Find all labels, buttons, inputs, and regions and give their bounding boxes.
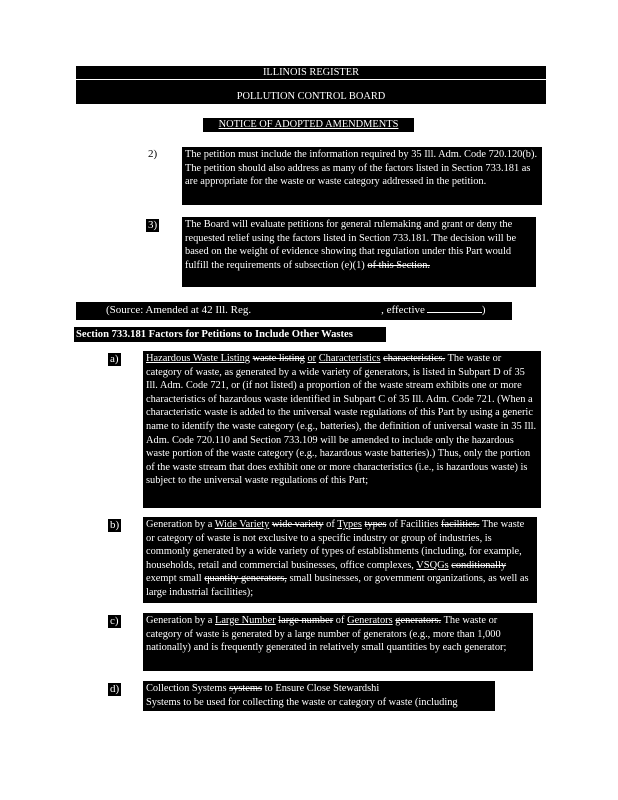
item-c-head-5: Generators — [347, 615, 393, 626]
item-b-head-5: Types — [337, 519, 362, 530]
item-c-label: c) — [110, 615, 119, 627]
item-c-head-2: Large Number — [214, 615, 276, 626]
item-c-body: The waste or category of waste is generated by a large number of generators (e.g., more than 1,000 nationally) and is frequently generated in relatively small quantities by each generator; — [146, 615, 507, 654]
item-b-label: b) — [110, 519, 120, 531]
item-b-head-2: Wide Variety — [214, 519, 270, 530]
item-b-head-1: Generation by a — [146, 519, 213, 530]
item-a-label: a) — [110, 353, 119, 365]
item-b-struck-1: conditionally — [451, 559, 507, 571]
item-b-head-6: types — [364, 519, 387, 530]
item-c-text — [143, 613, 533, 671]
item-a-head-2: waste listing — [252, 353, 305, 364]
item-c-head-4: of — [335, 615, 345, 626]
item-2-text: The petition must include the information required by 35 Ill. Adm. Code 720.120(b). The petition should also address as many of the factors listed in Section 733.181 as are appropriate for the waste or waste category addressed in the petition. — [182, 147, 542, 205]
item-b-struck-2: quantity generators, — [204, 573, 287, 585]
item-d-head-3: to Ensure Close Stewardshi — [264, 683, 380, 694]
board-header — [76, 80, 546, 104]
item-a-body: The waste or category of waste, as generated by a wide variety of generators, is listed in Subpart D of 35 Ill. Adm. Code 721, or (if not listed) a proportion of the waste stream exhibits one or more characteristics of hazardous waste identified in Subpart C of 35 Ill. Adm. Code 721. (When a characteristic waste is added to the universal waste regulations of this Part by using a generic name to identify the waste category (e.g., batteries), the definition of universal waste in 35 Ill. Adm. Code 720.110 and Section 733.109 will be amended to include only the hazardous waste portion of the waste category (e.g., hazardous waste batteries).) Thus, only the portion of the waste stream that does exhibit one or more characteristics (i.e., is hazardous waste) is subject to the universal waste regulations of this Part; — [146, 353, 537, 487]
source-effective: , effective — [381, 304, 425, 316]
item-3-body: The Board will evaluate petitions for general rulemaking and grant or deny the requested relief using the factors listed in Section 733.181. The decision will be based on the weight of evidence showing that regulation under this Part would fulfill the requirements of subsection (e)(1) — [185, 219, 517, 271]
item-a-head-1: Hazardous Waste Listing — [146, 353, 251, 364]
item-b-head-8: facilities. — [441, 519, 480, 530]
item-b-text — [143, 517, 537, 603]
source-line — [76, 302, 512, 320]
item-3-text — [182, 217, 536, 287]
effective-blank — [427, 312, 482, 313]
item-d-label: d) — [110, 683, 120, 695]
item-a-text — [143, 351, 541, 508]
item-b-head-4: of — [326, 519, 335, 530]
item-d-body: Systems to be used for collecting the waste or category of waste (including — [146, 696, 458, 708]
item-2-label: 2) — [148, 148, 158, 160]
notice-header — [203, 118, 414, 132]
item-b-vsqg: VSQGs — [416, 559, 449, 571]
item-d-head-2: systems — [229, 683, 263, 694]
item-b-body-3: small businesses, or government organizations, as well as large industrial facilities); — [146, 573, 529, 598]
item-c-head-6: generators. — [395, 615, 442, 626]
item-a-head-3: or — [307, 353, 317, 364]
item-b-head-7: of Facilities — [389, 519, 439, 530]
board-title: POLLUTION CONTROL BOARD — [236, 91, 386, 102]
item-3-struck: of this Section. — [367, 259, 431, 271]
item-d-head-1: Collection Systems — [146, 683, 227, 694]
source-prefix: (Source: Amended at 42 Ill. Reg. — [106, 304, 252, 316]
section-title: Section 733.181 Factors for Petitions to Include Other Wastes — [74, 327, 386, 342]
item-a-head-4: Characteristics — [318, 353, 381, 364]
item-b-body-2: exempt small — [146, 573, 202, 585]
item-c-head-3: large number — [278, 615, 334, 626]
item-c-head-1: Generation by a — [146, 615, 213, 626]
register-title: ILLINOIS REGISTER — [262, 67, 360, 78]
source-suffix: ) — [481, 304, 486, 316]
register-header — [76, 66, 546, 80]
item-3-label: 3) — [148, 219, 158, 231]
item-d-text — [143, 681, 495, 711]
item-b-body-1: The waste or category of waste is not exclusive to a specific industry or group of industries, is commonly generated by a wide variety of types of establishments (including, for example, households, retail and commercial businesses, office complexes, — [146, 519, 525, 571]
item-b-head-3: wide variety — [271, 519, 324, 530]
item-a-head-5: characteristics. — [383, 353, 446, 364]
notice-title: NOTICE OF ADOPTED AMENDMENTS — [218, 119, 399, 130]
